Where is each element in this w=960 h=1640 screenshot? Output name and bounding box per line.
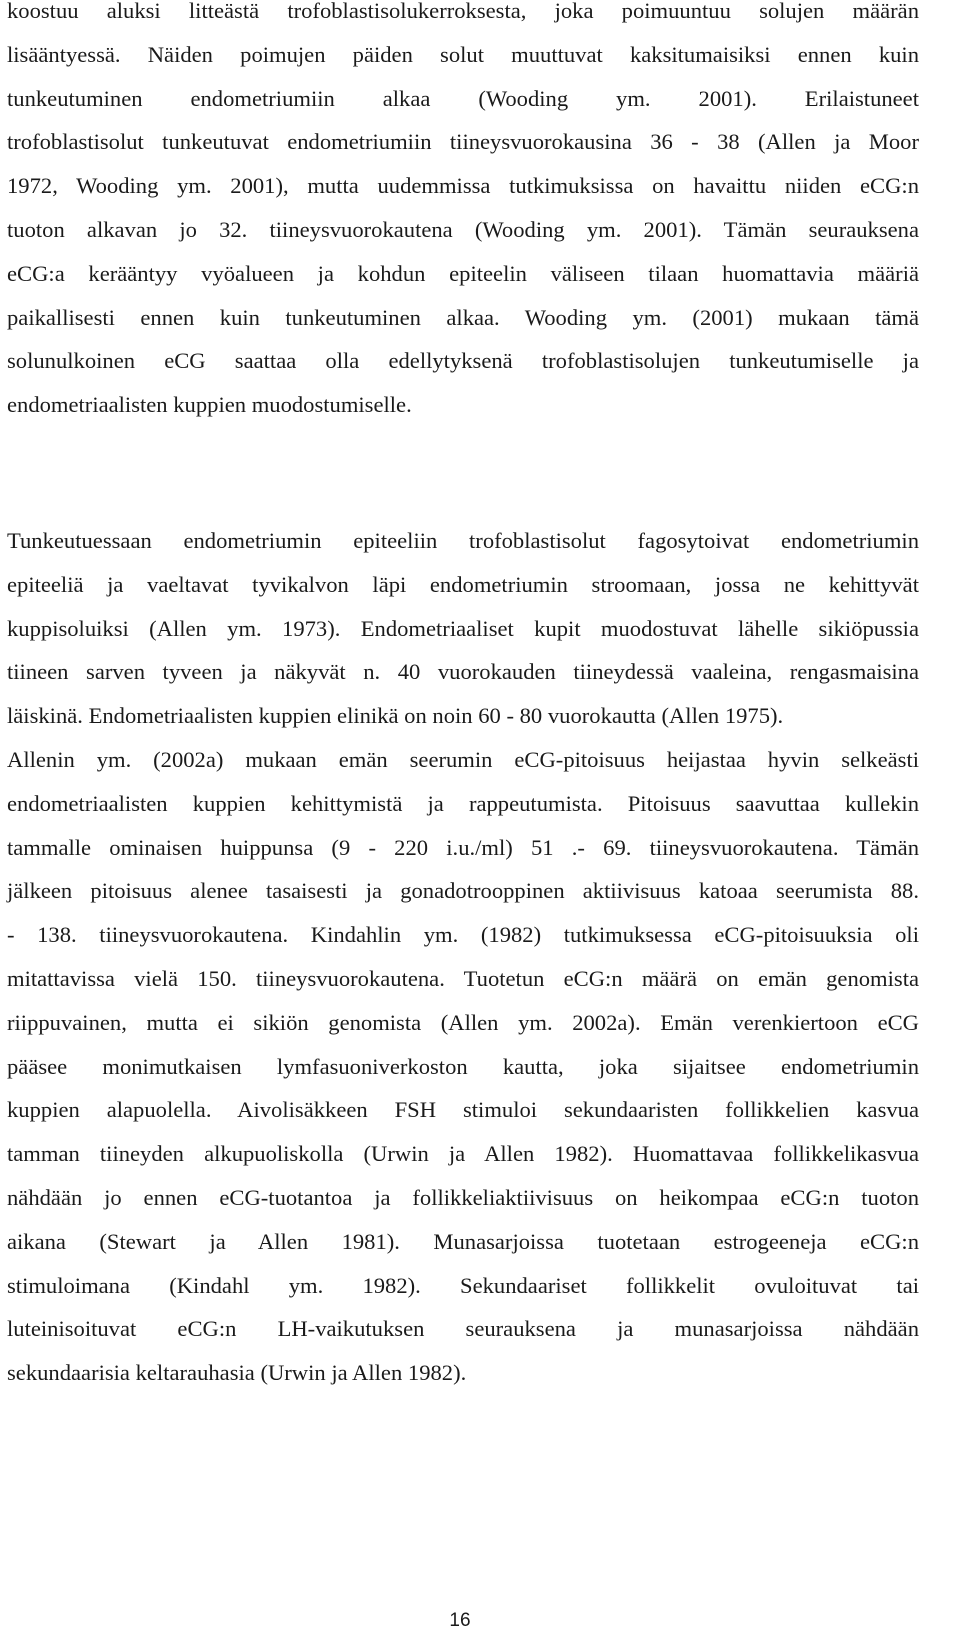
- text-line: - 138. tiineysvuorokautena. Kindahlin ym. (1982) tutkimuksessa eCG-pitoisuuksia oli: [7, 922, 919, 948]
- text-line: mitattavissa vielä 150. tiineysvuorokautena. Tuotetun eCG:n määrä on emän genomista: [7, 965, 919, 991]
- text-line: tunkeutuminen endometriumiin alkaa (Wooding ym. 2001). Erilaistuneet: [7, 85, 919, 111]
- text-line: endometriaalisten kuppien kehittymistä ja rappeutumista. Pitoisuus saavuttaa kullekin: [7, 790, 919, 816]
- text-line: koostuu aluksi litteästä trofoblastisolukerroksesta, joka poimuuntuu solujen määrän: [7, 0, 919, 23]
- text-line: lisääntyessä. Näiden poimujen päiden solut muuttuvat kaksitumaisiksi ennen kuin: [7, 41, 919, 67]
- text-line: aikana (Stewart ja Allen 1981). Munasarjoissa tuotetaan estrogeeneja eCG:n: [7, 1228, 919, 1254]
- text-line: pääsee monimutkaisen lymfasuoniverkoston kautta, joka sijaitsee endometriumin: [7, 1053, 919, 1079]
- paragraph-2: [7, 519, 919, 1395]
- text-line: kuppien alapuolella. Aivolisäkkeen FSH stimuloi sekundaaristen follikkelien kasvua: [7, 1097, 919, 1123]
- text-line: eCG:a kerääntyy vyöalueen ja kohdun epiteelin väliseen tilaan huomattavia määriä: [7, 260, 919, 286]
- text-line: 1972, Wooding ym. 2001), mutta uudemmissa tutkimuksissa on havaittu niiden eCG:n: [7, 173, 919, 199]
- text-line: tamman tiineyden alkupuoliskolla (Urwin ja Allen 1982). Huomattavaa follikkelikasvua: [7, 1141, 919, 1167]
- text-line: stimuloimana (Kindahl ym. 1982). Sekundaariset follikkelit ovuloituvat tai: [7, 1272, 919, 1298]
- text-line: solunulkoinen eCG saattaa olla edellytyksenä trofoblastisolujen tunkeutumiselle ja: [7, 348, 919, 374]
- text-line: tuoton alkavan jo 32. tiineysvuorokautena (Wooding ym. 2001). Tämän seurauksena: [7, 216, 919, 242]
- text-line: jälkeen pitoisuus alenee tasaisesti ja gonadotrooppinen aktiivisuus katoaa seerumista 88.: [7, 878, 919, 904]
- paragraph-1: [7, 0, 919, 427]
- text-line: trofoblastisolut tunkeutuvat endometriumiin tiineysvuorokausina 36 - 38 (Allen ja Moor: [7, 129, 919, 155]
- text-line: kuppisoluiksi (Allen ym. 1973). Endometriaaliset kupit muodostuvat lähelle sikiöpussia: [7, 615, 919, 641]
- text-line: läiskinä. Endometriaalisten kuppien elinikä on noin 60 - 80 vuorokautta (Allen 1975).: [7, 703, 784, 729]
- text-line: tiineen sarven tyveen ja näkyvät n. 40 vuorokauden tiineydessä vaaleina, rengasmaisina: [7, 659, 919, 685]
- text-line: tammalle ominaisen huippunsa (9 - 220 i.u./ml) 51 .- 69. tiineysvuorokautena. Tämän: [7, 834, 919, 860]
- text-line: riippuvainen, mutta ei sikiön genomista (Allen ym. 2002a). Emän verenkiertoon eCG: [7, 1009, 919, 1035]
- text-line: luteinisoituvat eCG:n LH-vaikutuksen seurauksena ja munasarjoissa nähdään: [7, 1316, 919, 1342]
- text-line: nähdään jo ennen eCG-tuotantoa ja follikkeliaktiivisuus on heikompaa eCG:n tuoton: [7, 1184, 919, 1210]
- page-number: 16: [449, 1610, 471, 1631]
- text-line: Allenin ym. (2002a) mukaan emän seerumin eCG-pitoisuus heijastaa hyvin selkeästi: [7, 746, 919, 772]
- text-line: epiteeliä ja vaeltavat tyvikalvon läpi endometriumin stroomaan, jossa ne kehittyvät: [7, 571, 919, 597]
- text-line: Tunkeutuessaan endometriumin epiteeliin trofoblastisolut fagosytoivat endometriumin: [7, 528, 919, 553]
- text-line: sekundaarisia keltarauhasia (Urwin ja Allen 1982).: [7, 1360, 467, 1386]
- text-line: endometriaalisten kuppien muodostumiselle.: [7, 392, 412, 418]
- text-line: paikallisesti ennen kuin tunkeutuminen alkaa. Wooding ym. (2001) mukaan tämä: [7, 304, 919, 330]
